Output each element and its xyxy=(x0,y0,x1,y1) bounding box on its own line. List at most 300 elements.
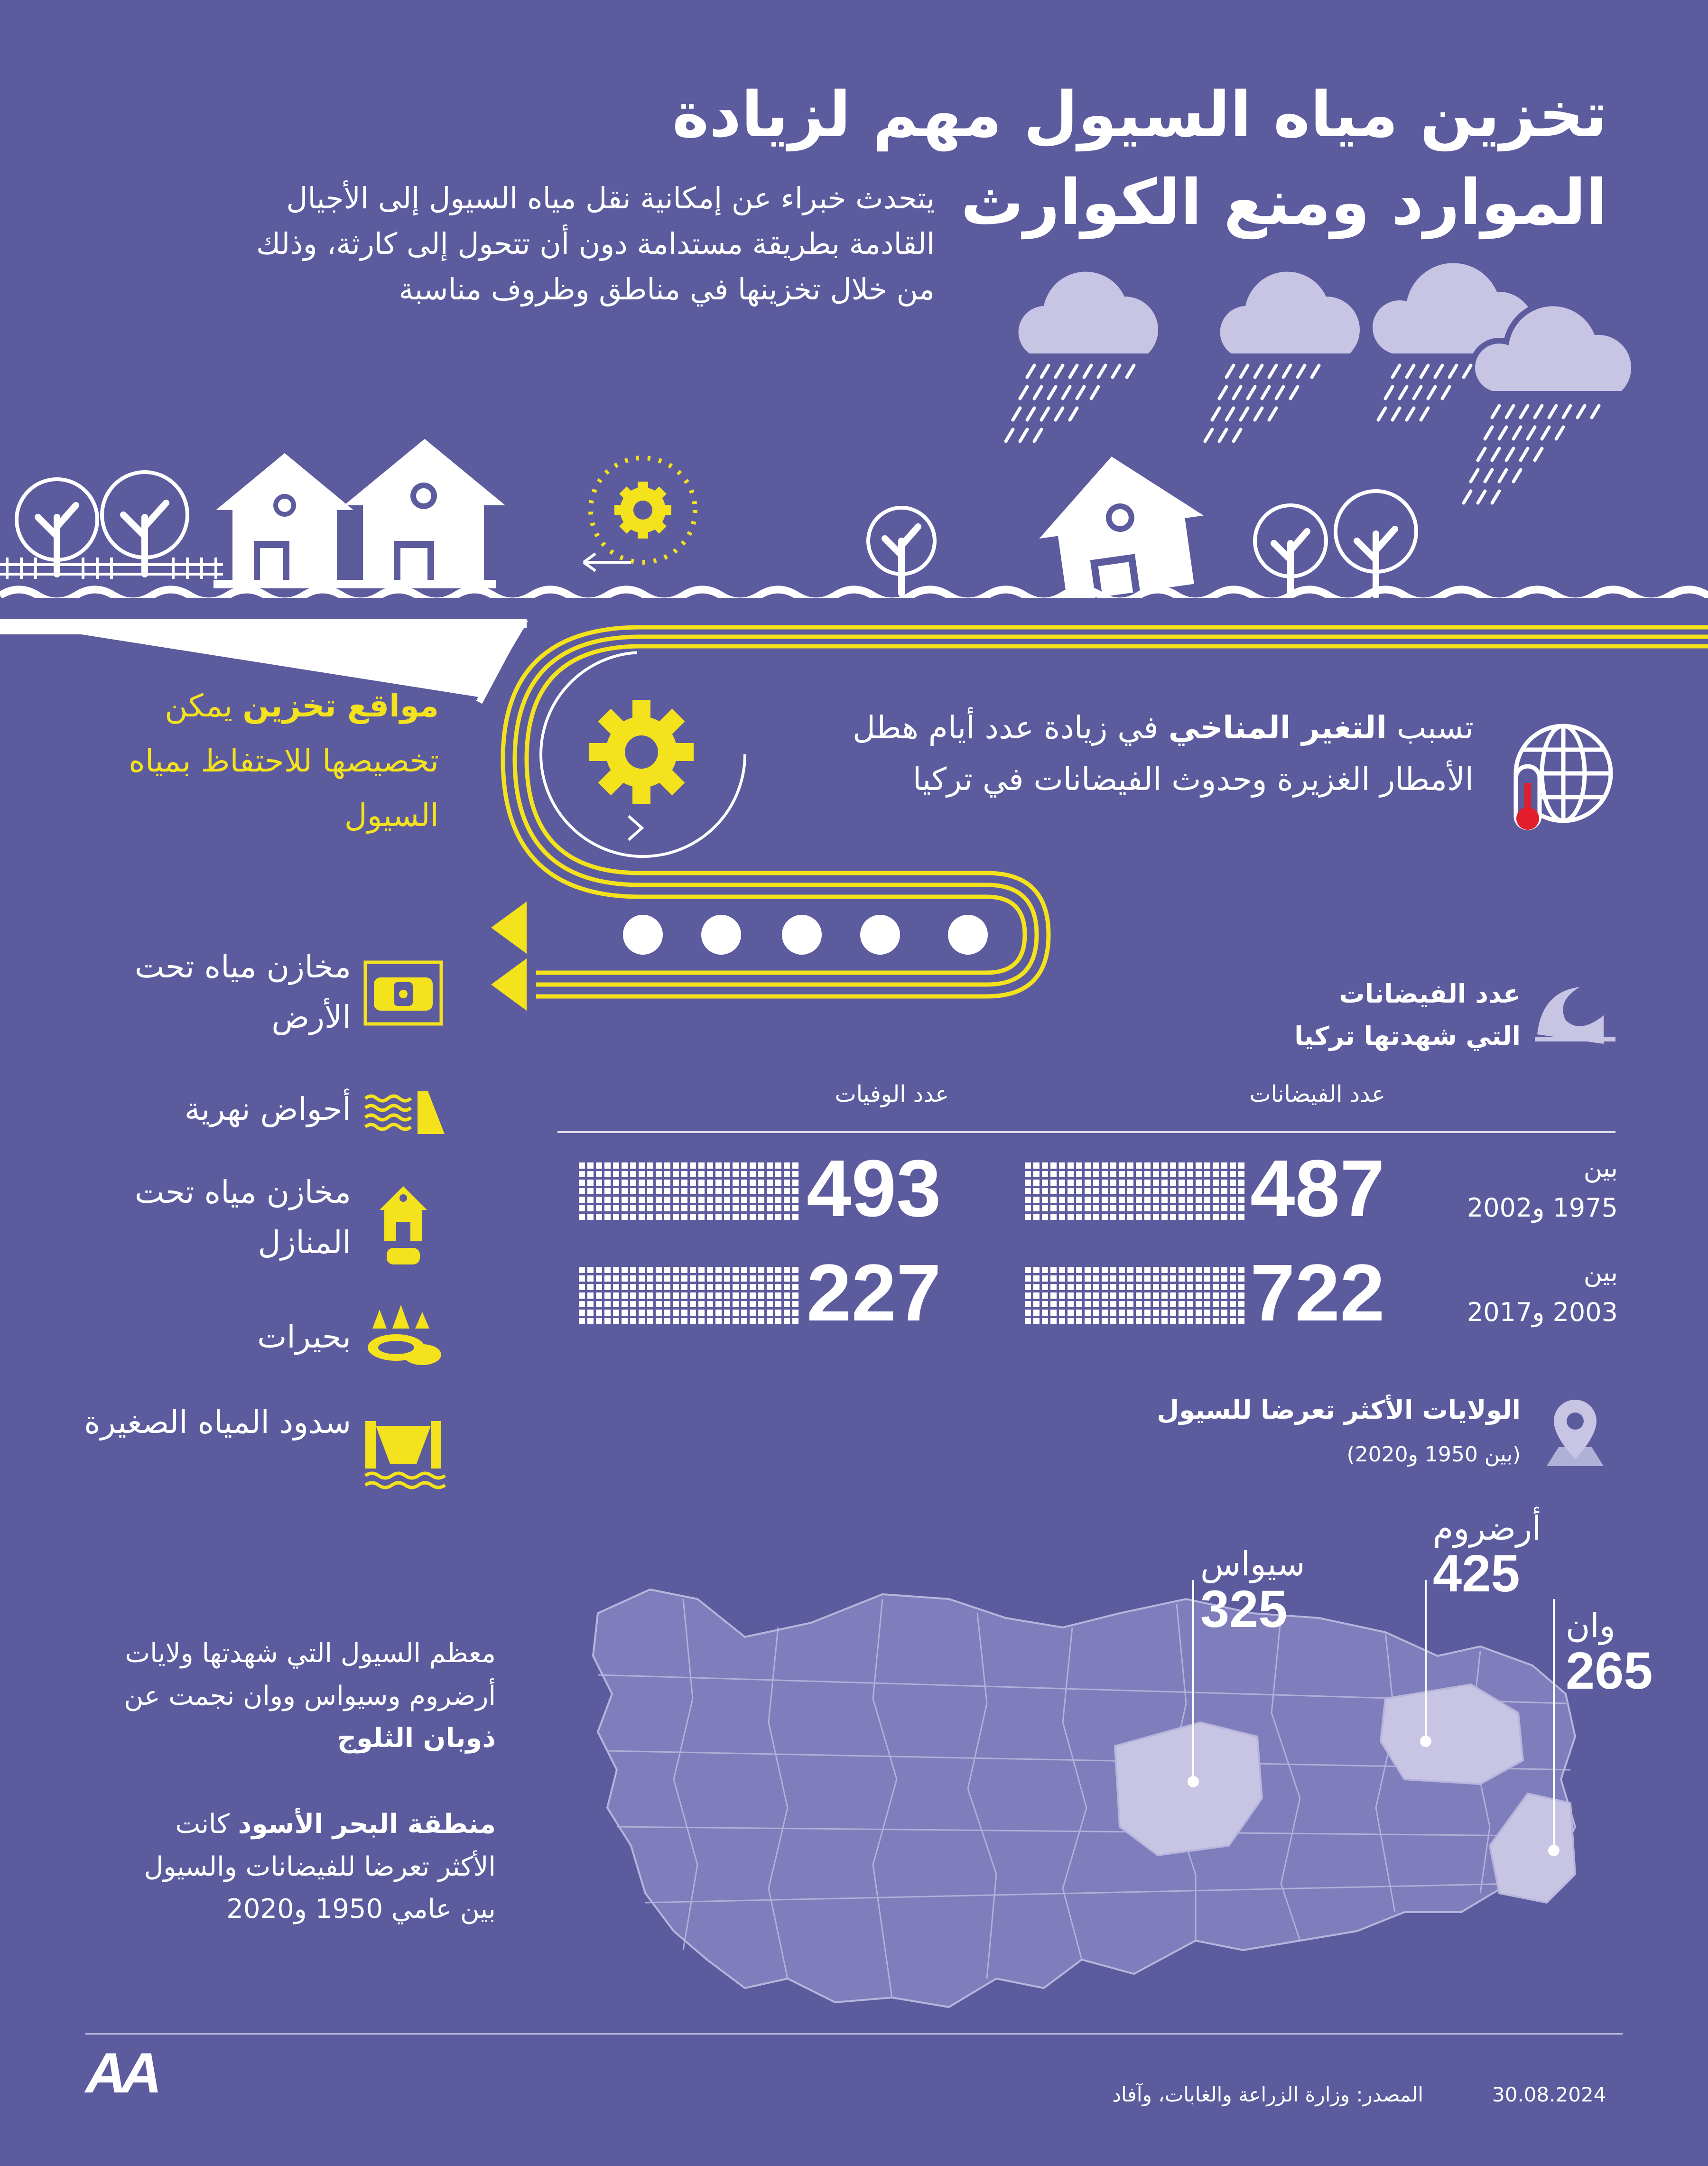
grid-dot xyxy=(1025,1301,1031,1307)
grid-dot xyxy=(1025,1171,1031,1177)
grid-dot xyxy=(724,1205,730,1211)
grid-dot xyxy=(698,1171,705,1177)
grid-dot xyxy=(1136,1197,1142,1203)
grid-dot xyxy=(587,1214,594,1220)
grid-dot xyxy=(758,1310,764,1316)
grid-dot xyxy=(733,1310,739,1316)
grid-dot xyxy=(622,1267,628,1273)
grid-dot xyxy=(656,1292,662,1299)
grid-dot xyxy=(604,1318,611,1324)
grid-dot xyxy=(673,1205,679,1211)
grid-dot xyxy=(604,1162,611,1169)
grid-dot xyxy=(1204,1284,1210,1290)
grid-dot xyxy=(1042,1267,1048,1273)
grid-dot xyxy=(1093,1180,1099,1186)
grid-dot xyxy=(741,1284,747,1290)
grid-dot xyxy=(622,1214,628,1220)
grid-dot xyxy=(664,1301,670,1307)
grid-dot xyxy=(750,1292,756,1299)
grid-dot xyxy=(1050,1188,1057,1194)
period-row-2: بين 2003 و2017 xyxy=(1467,1257,1618,1327)
grid-dot xyxy=(630,1292,636,1299)
page-title: تخزين مياه السيول مهم لزيادة الموارد ومنع الكوارث xyxy=(672,78,1607,239)
grid-dot xyxy=(656,1284,662,1290)
grid-dot xyxy=(1153,1284,1159,1290)
grid-dot xyxy=(1068,1188,1074,1194)
grid-dot xyxy=(1230,1292,1236,1299)
grid-dot xyxy=(698,1310,705,1316)
grid-dot xyxy=(750,1301,756,1307)
grid-dot xyxy=(656,1188,662,1194)
grid-dot xyxy=(664,1214,670,1220)
grid-dot xyxy=(1196,1180,1202,1186)
grid-dot xyxy=(587,1310,594,1316)
grid-dot xyxy=(1238,1301,1244,1307)
grid-dot xyxy=(630,1284,636,1290)
grid-dot xyxy=(596,1292,602,1299)
grid-dot xyxy=(596,1318,602,1324)
grid-dot xyxy=(1213,1284,1219,1290)
storage-item-lakes: بحيرات xyxy=(257,1319,351,1355)
grid-dot xyxy=(707,1214,713,1220)
grid-dot xyxy=(758,1284,764,1290)
grid-dot xyxy=(1110,1180,1116,1186)
grid-dot xyxy=(715,1197,722,1203)
grid-dot xyxy=(715,1171,722,1177)
grid-dot xyxy=(1153,1162,1159,1169)
grid-dot xyxy=(715,1301,722,1307)
grid-dot xyxy=(1179,1188,1185,1194)
grid-dot xyxy=(741,1275,747,1282)
grid-dot xyxy=(1153,1180,1159,1186)
grid-dot xyxy=(690,1301,696,1307)
grid-dot xyxy=(1144,1197,1151,1203)
grid-dot xyxy=(656,1162,662,1169)
grid-dot xyxy=(1127,1162,1133,1169)
grid-dot xyxy=(647,1310,653,1316)
grid-dot xyxy=(1102,1197,1108,1203)
grid-dot xyxy=(733,1205,739,1211)
grid-dot xyxy=(698,1205,705,1211)
grid-dot xyxy=(1179,1267,1185,1273)
grid-dot xyxy=(579,1205,585,1211)
grid-dot xyxy=(758,1214,764,1220)
grid-dot xyxy=(1025,1267,1031,1273)
grid-dot xyxy=(690,1292,696,1299)
grid-dot xyxy=(784,1267,790,1273)
grid-dot xyxy=(724,1180,730,1186)
grid-dot xyxy=(1042,1301,1048,1307)
grid-dot xyxy=(1059,1275,1065,1282)
house-tank-icon xyxy=(361,1177,446,1267)
deaths-2003-2017: 227 xyxy=(807,1248,941,1338)
grid-dot xyxy=(613,1292,619,1299)
grid-dot xyxy=(1170,1301,1176,1307)
grid-dot xyxy=(1085,1214,1091,1220)
grid-dot xyxy=(673,1214,679,1220)
grid-dot xyxy=(792,1214,798,1220)
grid-dot xyxy=(1119,1205,1125,1211)
grid-dot xyxy=(707,1275,713,1282)
grid-dot xyxy=(1119,1301,1125,1307)
grid-dot xyxy=(724,1318,730,1324)
grid-dot xyxy=(1221,1162,1227,1169)
grid-dot xyxy=(613,1310,619,1316)
grid-dot xyxy=(1110,1318,1116,1324)
grid-dot xyxy=(1136,1205,1142,1211)
grid-dot xyxy=(1136,1292,1142,1299)
grid-dot xyxy=(767,1267,773,1273)
grid-dot xyxy=(656,1171,662,1177)
grid-dot xyxy=(673,1197,679,1203)
grid-dot xyxy=(664,1180,670,1186)
grid-dot xyxy=(1170,1162,1176,1169)
grid-dot xyxy=(775,1197,781,1203)
grid-dot xyxy=(1033,1188,1040,1194)
river-basin-icon xyxy=(361,1070,446,1141)
grid-dot xyxy=(1119,1171,1125,1177)
grid-dot xyxy=(664,1292,670,1299)
grid-dot xyxy=(1238,1162,1244,1169)
grid-dot xyxy=(1033,1267,1040,1273)
grid-dot xyxy=(698,1318,705,1324)
grid-dot xyxy=(630,1205,636,1211)
grid-dot xyxy=(1204,1205,1210,1211)
grid-dot xyxy=(673,1171,679,1177)
grid-dot xyxy=(1085,1267,1091,1273)
grid-dot xyxy=(1042,1214,1048,1220)
grid-dot xyxy=(1170,1267,1176,1273)
grid-dot xyxy=(1025,1205,1031,1211)
grid-dot xyxy=(647,1162,653,1169)
grid-dot xyxy=(1144,1188,1151,1194)
grid-dot xyxy=(750,1205,756,1211)
grid-dot xyxy=(1161,1180,1168,1186)
grid-dot xyxy=(664,1310,670,1316)
grid-dot xyxy=(1033,1180,1040,1186)
grid-dot xyxy=(596,1188,602,1194)
grid-dot xyxy=(715,1267,722,1273)
grid-dot xyxy=(724,1275,730,1282)
storage-item-small-dams: سدود المياه الصغيرة xyxy=(84,1404,351,1441)
grid-dot xyxy=(1221,1205,1227,1211)
grid-dot xyxy=(1033,1301,1040,1307)
grid-dot xyxy=(1119,1284,1125,1290)
grid-dot xyxy=(596,1310,602,1316)
grid-dot xyxy=(1127,1301,1133,1307)
grid-dot xyxy=(1068,1275,1074,1282)
grid-dot xyxy=(1179,1162,1185,1169)
grid-dot xyxy=(647,1180,653,1186)
grid-dot xyxy=(698,1180,705,1186)
grid-dot xyxy=(587,1275,594,1282)
grid-dot xyxy=(1196,1310,1202,1316)
grid-dot xyxy=(767,1284,773,1290)
grid-dot xyxy=(1204,1214,1210,1220)
grid-dot xyxy=(1068,1214,1074,1220)
grid-dot xyxy=(1050,1267,1057,1273)
grid-dot xyxy=(707,1284,713,1290)
grid-dot xyxy=(698,1188,705,1194)
grid-dot xyxy=(1085,1301,1091,1307)
grid-dot xyxy=(707,1180,713,1186)
grid-dot xyxy=(1042,1162,1048,1169)
grid-dot xyxy=(647,1284,653,1290)
grid-dot xyxy=(767,1180,773,1186)
grid-dot xyxy=(1110,1292,1116,1299)
floods-grid-1 xyxy=(1025,1162,1244,1220)
grid-dot xyxy=(1221,1318,1227,1324)
grid-dot xyxy=(1050,1205,1057,1211)
grid-dot xyxy=(1059,1310,1065,1316)
grid-dot xyxy=(656,1267,662,1273)
grid-dot xyxy=(1093,1214,1099,1220)
grid-dot xyxy=(1187,1292,1193,1299)
grid-dot xyxy=(758,1197,764,1203)
grid-dot xyxy=(1110,1162,1116,1169)
deaths-grid-1 xyxy=(579,1162,798,1220)
grid-dot xyxy=(741,1214,747,1220)
grid-dot xyxy=(698,1292,705,1299)
grid-dot xyxy=(1204,1188,1210,1194)
grid-dot xyxy=(1230,1310,1236,1316)
grid-dot xyxy=(596,1197,602,1203)
grid-dot xyxy=(639,1267,645,1273)
grid-dot xyxy=(630,1180,636,1186)
grid-dot xyxy=(604,1275,611,1282)
grid-dot xyxy=(750,1267,756,1273)
grid-dot xyxy=(1059,1267,1065,1273)
grid-dot xyxy=(1179,1310,1185,1316)
grid-dot xyxy=(1119,1292,1125,1299)
grid-dot xyxy=(579,1162,585,1169)
grid-dot xyxy=(1213,1301,1219,1307)
grid-dot xyxy=(1068,1162,1074,1169)
grid-dot xyxy=(1033,1310,1040,1316)
grid-dot xyxy=(1136,1310,1142,1316)
table-divider xyxy=(557,1131,1615,1133)
grid-dot xyxy=(1085,1188,1091,1194)
grid-dot xyxy=(630,1197,636,1203)
grid-dot xyxy=(750,1197,756,1203)
grid-dot xyxy=(1025,1318,1031,1324)
grid-dot xyxy=(784,1275,790,1282)
grid-dot xyxy=(1144,1301,1151,1307)
grid-dot xyxy=(741,1205,747,1211)
grid-dot xyxy=(1153,1292,1159,1299)
grid-dot xyxy=(1136,1318,1142,1324)
grid-dot xyxy=(741,1267,747,1273)
grid-dot xyxy=(681,1267,687,1273)
grid-dot xyxy=(1179,1180,1185,1186)
grid-dot xyxy=(1161,1310,1168,1316)
grid-dot xyxy=(622,1205,628,1211)
grid-dot xyxy=(630,1267,636,1273)
grid-dot xyxy=(1196,1214,1202,1220)
grid-dot xyxy=(690,1214,696,1220)
grid-dot xyxy=(1127,1171,1133,1177)
grid-dot xyxy=(1119,1275,1125,1282)
footer-divider xyxy=(85,2033,1623,2035)
grid-dot xyxy=(1153,1171,1159,1177)
grid-dot xyxy=(1127,1284,1133,1290)
grid-dot xyxy=(639,1284,645,1290)
grid-dot xyxy=(1033,1162,1040,1169)
grid-dot xyxy=(1187,1267,1193,1273)
grid-dot xyxy=(1110,1284,1116,1290)
grid-dot xyxy=(1204,1318,1210,1324)
grid-dot xyxy=(1153,1197,1159,1203)
grid-dot xyxy=(715,1162,722,1169)
grid-dot xyxy=(1144,1284,1151,1290)
grid-dot xyxy=(1085,1310,1091,1316)
grid-dot xyxy=(1110,1188,1116,1194)
grid-dot xyxy=(715,1318,722,1324)
grid-dot xyxy=(1127,1267,1133,1273)
grid-dot xyxy=(1230,1205,1236,1211)
grid-dot xyxy=(1196,1318,1202,1324)
grid-dot xyxy=(639,1162,645,1169)
grid-dot xyxy=(681,1180,687,1186)
storage-item-underground: مخازن مياه تحت الأرض xyxy=(134,948,351,1035)
grid-dot xyxy=(1102,1171,1108,1177)
grid-dot xyxy=(750,1310,756,1316)
grid-dot xyxy=(1102,1162,1108,1169)
grid-dot xyxy=(1050,1180,1057,1186)
grid-dot xyxy=(1059,1162,1065,1169)
grid-dot xyxy=(767,1292,773,1299)
process-gear-icon xyxy=(591,458,695,562)
grid-dot xyxy=(715,1188,722,1194)
grid-dot xyxy=(1085,1171,1091,1177)
grid-dot xyxy=(707,1310,713,1316)
grid-dot xyxy=(1170,1292,1176,1299)
grid-dot xyxy=(724,1301,730,1307)
grid-dot xyxy=(1238,1292,1244,1299)
grid-dot xyxy=(673,1310,679,1316)
grid-dot xyxy=(707,1267,713,1273)
grid-dot xyxy=(1161,1318,1168,1324)
grid-dot xyxy=(1136,1275,1142,1282)
grid-dot xyxy=(690,1267,696,1273)
grid-dot xyxy=(579,1301,585,1307)
grid-dot xyxy=(613,1171,619,1177)
grid-dot xyxy=(622,1180,628,1186)
grid-dot xyxy=(681,1205,687,1211)
grid-dot xyxy=(792,1188,798,1194)
grid-dot xyxy=(604,1301,611,1307)
grid-dot xyxy=(664,1318,670,1324)
grid-dot xyxy=(784,1292,790,1299)
grid-dot xyxy=(707,1197,713,1203)
grid-dot xyxy=(1170,1275,1176,1282)
grid-dot xyxy=(596,1275,602,1282)
grid-dot xyxy=(775,1275,781,1282)
grid-dot xyxy=(587,1267,594,1273)
grid-dot xyxy=(673,1162,679,1169)
grid-dot xyxy=(1153,1267,1159,1273)
grid-dot xyxy=(1187,1310,1193,1316)
grid-dot xyxy=(1196,1275,1202,1282)
grid-dot xyxy=(613,1180,619,1186)
grid-dot xyxy=(1153,1310,1159,1316)
grid-dot xyxy=(587,1205,594,1211)
rain-clouds-icon xyxy=(1019,263,1634,394)
grid-dot xyxy=(1204,1197,1210,1203)
grid-dot xyxy=(673,1267,679,1273)
grid-dot xyxy=(613,1197,619,1203)
grid-dot xyxy=(1050,1171,1057,1177)
grid-dot xyxy=(758,1180,764,1186)
grid-dot xyxy=(1025,1275,1031,1282)
grid-dot xyxy=(784,1180,790,1186)
storage-sites-heading: مواقع تخزين يمكن تخصيصها للاحتفاظ بمياه السيول xyxy=(129,688,439,834)
grid-dot xyxy=(1161,1214,1168,1220)
grid-dot xyxy=(724,1214,730,1220)
grid-dot xyxy=(656,1310,662,1316)
grid-dot xyxy=(613,1205,619,1211)
grid-dot xyxy=(1187,1188,1193,1194)
grid-dot xyxy=(1230,1284,1236,1290)
grid-dot xyxy=(673,1284,679,1290)
grid-dot xyxy=(1187,1205,1193,1211)
grid-dot xyxy=(741,1310,747,1316)
grid-dot xyxy=(715,1214,722,1220)
grid-dot xyxy=(1161,1284,1168,1290)
grid-dot xyxy=(1025,1292,1031,1299)
grid-dot xyxy=(1076,1162,1082,1169)
grid-dot xyxy=(690,1162,696,1169)
grid-dot xyxy=(792,1205,798,1211)
grid-dot xyxy=(673,1292,679,1299)
grid-dot xyxy=(775,1162,781,1169)
grid-dot xyxy=(733,1284,739,1290)
grid-dot xyxy=(1110,1310,1116,1316)
grid-dot xyxy=(1033,1205,1040,1211)
grid-dot xyxy=(622,1292,628,1299)
grid-dot xyxy=(707,1292,713,1299)
grid-dot xyxy=(1059,1284,1065,1290)
grid-dot xyxy=(1144,1310,1151,1316)
flood-scene-illustration xyxy=(0,0,1708,598)
grid-dot xyxy=(681,1301,687,1307)
grid-dot xyxy=(715,1180,722,1186)
grid-dot xyxy=(1042,1180,1048,1186)
grid-dot xyxy=(622,1197,628,1203)
grid-dot xyxy=(1144,1318,1151,1324)
grid-dot xyxy=(767,1318,773,1324)
grid-dot xyxy=(1221,1310,1227,1316)
grid-dot xyxy=(792,1197,798,1203)
grid-dot xyxy=(630,1162,636,1169)
grid-dot xyxy=(1238,1197,1244,1203)
grid-dot xyxy=(639,1197,645,1203)
grid-dot xyxy=(681,1162,687,1169)
grid-dot xyxy=(604,1310,611,1316)
grid-dot xyxy=(613,1284,619,1290)
grid-dot xyxy=(1213,1171,1219,1177)
grid-dot xyxy=(1119,1267,1125,1273)
grid-dot xyxy=(1085,1292,1091,1299)
grid-dot xyxy=(1144,1214,1151,1220)
grid-dot xyxy=(690,1310,696,1316)
grid-dot xyxy=(1093,1171,1099,1177)
grid-dot xyxy=(681,1214,687,1220)
grid-dot xyxy=(664,1275,670,1282)
grid-dot xyxy=(1238,1318,1244,1324)
small-dam-icon xyxy=(361,1416,446,1492)
grid-dot xyxy=(1042,1284,1048,1290)
